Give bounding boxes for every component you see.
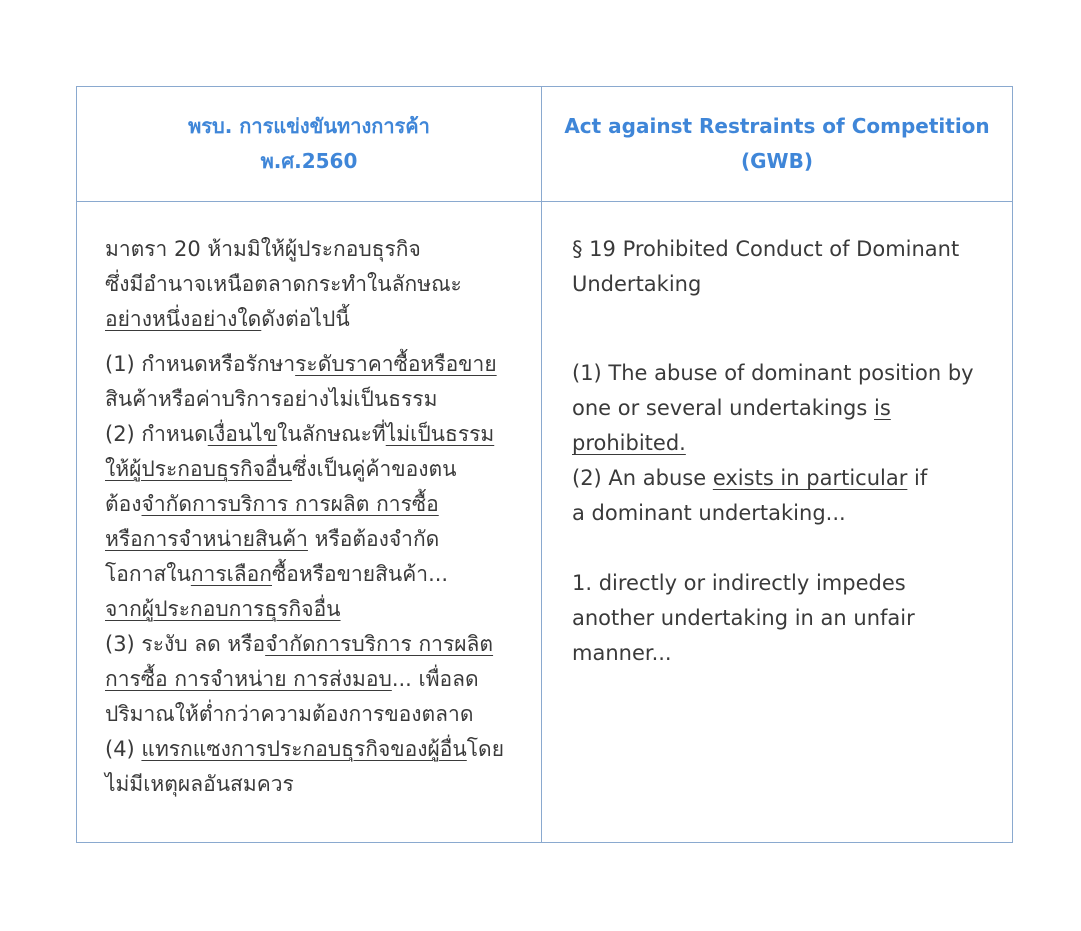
text-line [105, 302, 533, 337]
text-line [105, 347, 533, 382]
text-line: มาตรา 20 ห้ามมิให้ผู้ประกอบธุรกิจ [105, 237, 421, 261]
text-segment: (2) กำหนด [105, 422, 208, 446]
underlined-text: ระดับราคาซื้อหรือขาย [295, 352, 497, 376]
gwb-item-3 [572, 566, 1004, 671]
text-segment: โดย [466, 737, 505, 761]
text-line: ปริมาณให้ต่ำกว่าความต้องการของตลาด [105, 702, 474, 726]
gwb-item-1 [572, 356, 1004, 461]
text-line [105, 557, 533, 592]
underlined-text: prohibited. [572, 431, 686, 455]
underlined-text: แทรกแซงการประกอบธุรกิจของผู้อื่น [141, 737, 467, 761]
thai-item-2 [105, 417, 533, 627]
underlined-text: เงื่อนไข [207, 422, 278, 446]
text-line [105, 732, 533, 767]
text-line: ซึ่งมีอำนาจเหนือตลาดกระทำในลักษณะ [105, 272, 462, 296]
text-line: 1. directly or indirectly impedes [572, 571, 906, 595]
header-thai-act [77, 87, 542, 202]
text-line [105, 627, 533, 662]
thai-item-1 [105, 347, 533, 417]
gwb-body [542, 202, 1012, 842]
text-line: (1) The abuse of dominant position by [572, 361, 974, 385]
text-segment: ดังต่อไปนี้ [261, 307, 350, 331]
text-segment: หรือต้องจำกัด [307, 527, 440, 551]
text-line: สินค้าหรือค่าบริการอย่างไม่เป็นธรรม [105, 387, 438, 411]
underlined-text: exists in particular [712, 466, 908, 490]
underlined-text: หรือการจำหน่ายสินค้า [105, 527, 308, 551]
text-segment: ... เพื่อลด [391, 667, 479, 691]
text-line: § 19 Prohibited Conduct of Dominant [572, 237, 960, 261]
text-line: a dominant undertaking... [572, 501, 846, 525]
text-segment: ซึ่งเป็นคู่ค้าของตน [292, 457, 457, 481]
text-line: manner... [572, 641, 672, 665]
text-segment: ซื้อหรือขายสินค้า... [272, 562, 449, 586]
text-line [105, 452, 533, 487]
text-line: another undertaking in an unfair [572, 606, 915, 630]
underlined-text: จำกัดการบริการ การผลิต [265, 632, 494, 656]
thai-item-4 [105, 732, 533, 802]
underlined-text: การซื้อ การจำหน่าย การส่งมอบ [105, 667, 392, 691]
comparison-table [76, 86, 1013, 843]
underlined-text: ให้ผู้ประกอบธุรกิจอื่น [105, 457, 293, 481]
header-gwb-line1: Act against Restraints of Competition [564, 114, 990, 138]
gwb-section-19-intro [572, 232, 1004, 302]
header-gwb-line2: (GWB) [740, 149, 813, 173]
text-line: ไม่มีเหตุผลอันสมควร [105, 772, 294, 796]
text-line [105, 592, 533, 627]
text-segment: ในลักษณะที่ [277, 422, 386, 446]
underlined-text: is [874, 396, 891, 420]
underlined-text: จากผู้ประกอบการธุรกิจอื่น [105, 597, 341, 621]
thai-section-20-intro [105, 232, 533, 337]
underlined-text: การเลือก [190, 562, 272, 586]
underlined-text: ไม่เป็นธรรม [385, 422, 495, 446]
header-thai-act-line1: พรบ. การแข่งขันทางการค้า [188, 114, 430, 138]
text-line [572, 461, 1004, 496]
text-segment: (3) ระงับ ลด หรือ [105, 632, 266, 656]
text-line [105, 522, 533, 557]
text-line [105, 662, 533, 697]
text-segment: (4) [105, 737, 142, 761]
text-segment: ต้อง [105, 492, 142, 516]
thai-item-3 [105, 627, 533, 732]
text-line [572, 391, 1004, 426]
text-segment: one or several undertakings [572, 396, 874, 420]
text-line [105, 487, 533, 522]
thai-act-body [77, 202, 542, 842]
text-line [572, 426, 1004, 461]
underlined-text: จำกัดการบริการ การผลิต การซื้อ [141, 492, 439, 516]
text-segment: (2) An abuse [572, 466, 713, 490]
gwb-item-2 [572, 461, 1004, 531]
text-line: Undertaking [572, 272, 702, 296]
header-thai-act-line2: พ.ศ.2560 [260, 149, 358, 173]
text-segment: (1) กำหนดหรือรักษา [105, 352, 296, 376]
text-segment: โอกาสใน [105, 562, 191, 586]
header-gwb [542, 87, 1012, 202]
text-line [105, 417, 533, 452]
text-segment: if [907, 466, 928, 490]
underlined-text: อย่างหนึ่งอย่างใด [105, 307, 262, 331]
